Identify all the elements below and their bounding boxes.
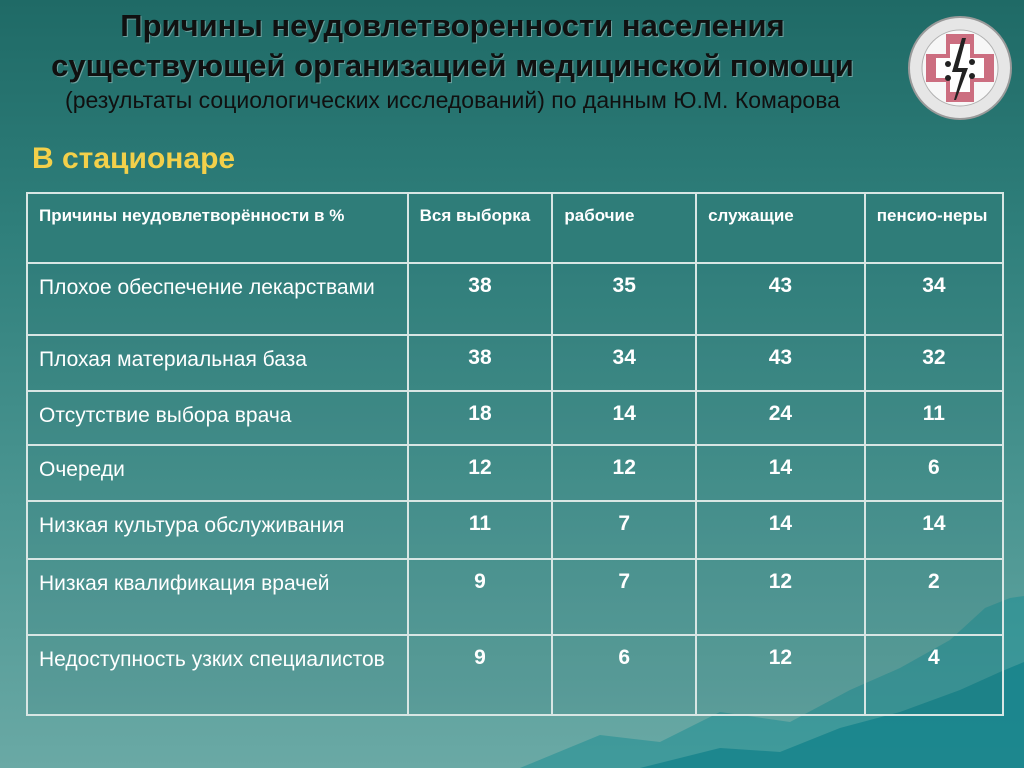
- page-title-line-2: существующей организацией медицинской помощи: [51, 48, 854, 83]
- table-header-row: [27, 193, 1003, 263]
- cell-employees: 12: [696, 559, 865, 635]
- cell-employees: 43: [696, 335, 865, 391]
- cell-workers: 14: [552, 391, 696, 445]
- cell-pensioners: 6: [865, 445, 1003, 501]
- cell-workers: 7: [552, 559, 696, 635]
- header-pensioners: пенсио-неры: [865, 193, 1003, 263]
- cell-reason: Недоступность узких специалистов: [27, 635, 408, 715]
- cell-pensioners: 32: [865, 335, 1003, 391]
- cell-pensioners: 2: [865, 559, 1003, 635]
- cell-reason: Низкая квалификация врачей: [27, 559, 408, 635]
- cell-workers: 7: [552, 501, 696, 559]
- header-workers: рабочие: [552, 193, 696, 263]
- cell-reason: Очереди: [27, 445, 408, 501]
- cell-workers: 34: [552, 335, 696, 391]
- cell-workers: 6: [552, 635, 696, 715]
- table-row: [27, 335, 1003, 391]
- table-row: [27, 445, 1003, 501]
- cell-all: 38: [408, 335, 553, 391]
- cell-employees: 14: [696, 501, 865, 559]
- cell-workers: 12: [552, 445, 696, 501]
- cell-employees: 24: [696, 391, 865, 445]
- cell-reason: Низкая культура обслуживания: [27, 501, 408, 559]
- page-subtitle: (результаты социологических исследований) по данным Ю.М. Комарова: [65, 87, 840, 113]
- cell-pensioners: 11: [865, 391, 1003, 445]
- header-all: Вся выборка: [408, 193, 553, 263]
- cell-all: 11: [408, 501, 553, 559]
- cell-reason: Плохое обеспечение лекарствами: [27, 263, 408, 335]
- cell-all: 18: [408, 391, 553, 445]
- table-row: [27, 559, 1003, 635]
- section-title: В стационаре: [32, 142, 236, 175]
- data-table: [26, 192, 1004, 716]
- cell-pensioners: 14: [865, 501, 1003, 559]
- cell-pensioners: 4: [865, 635, 1003, 715]
- header-employees: служащие: [696, 193, 865, 263]
- table-row: [27, 263, 1003, 335]
- cell-all: 9: [408, 635, 553, 715]
- cell-all: 12: [408, 445, 553, 501]
- cell-employees: 12: [696, 635, 865, 715]
- title-block: [0, 6, 905, 115]
- table-row: [27, 635, 1003, 715]
- cell-reason: Отсутствие выбора врача: [27, 391, 408, 445]
- cell-workers: 35: [552, 263, 696, 335]
- cell-employees: 43: [696, 263, 865, 335]
- medical-cross-logo-icon: [906, 14, 1014, 122]
- table-row: [27, 501, 1003, 559]
- cell-pensioners: 34: [865, 263, 1003, 335]
- table-row: [27, 391, 1003, 445]
- cell-all: 9: [408, 559, 553, 635]
- cell-reason: Плохая материальная база: [27, 335, 408, 391]
- header-reason: Причины неудовлетворённости в %: [27, 193, 408, 263]
- page-title-line-1: Причины неудовлетворенности населения: [120, 8, 785, 43]
- cell-all: 38: [408, 263, 553, 335]
- cell-employees: 14: [696, 445, 865, 501]
